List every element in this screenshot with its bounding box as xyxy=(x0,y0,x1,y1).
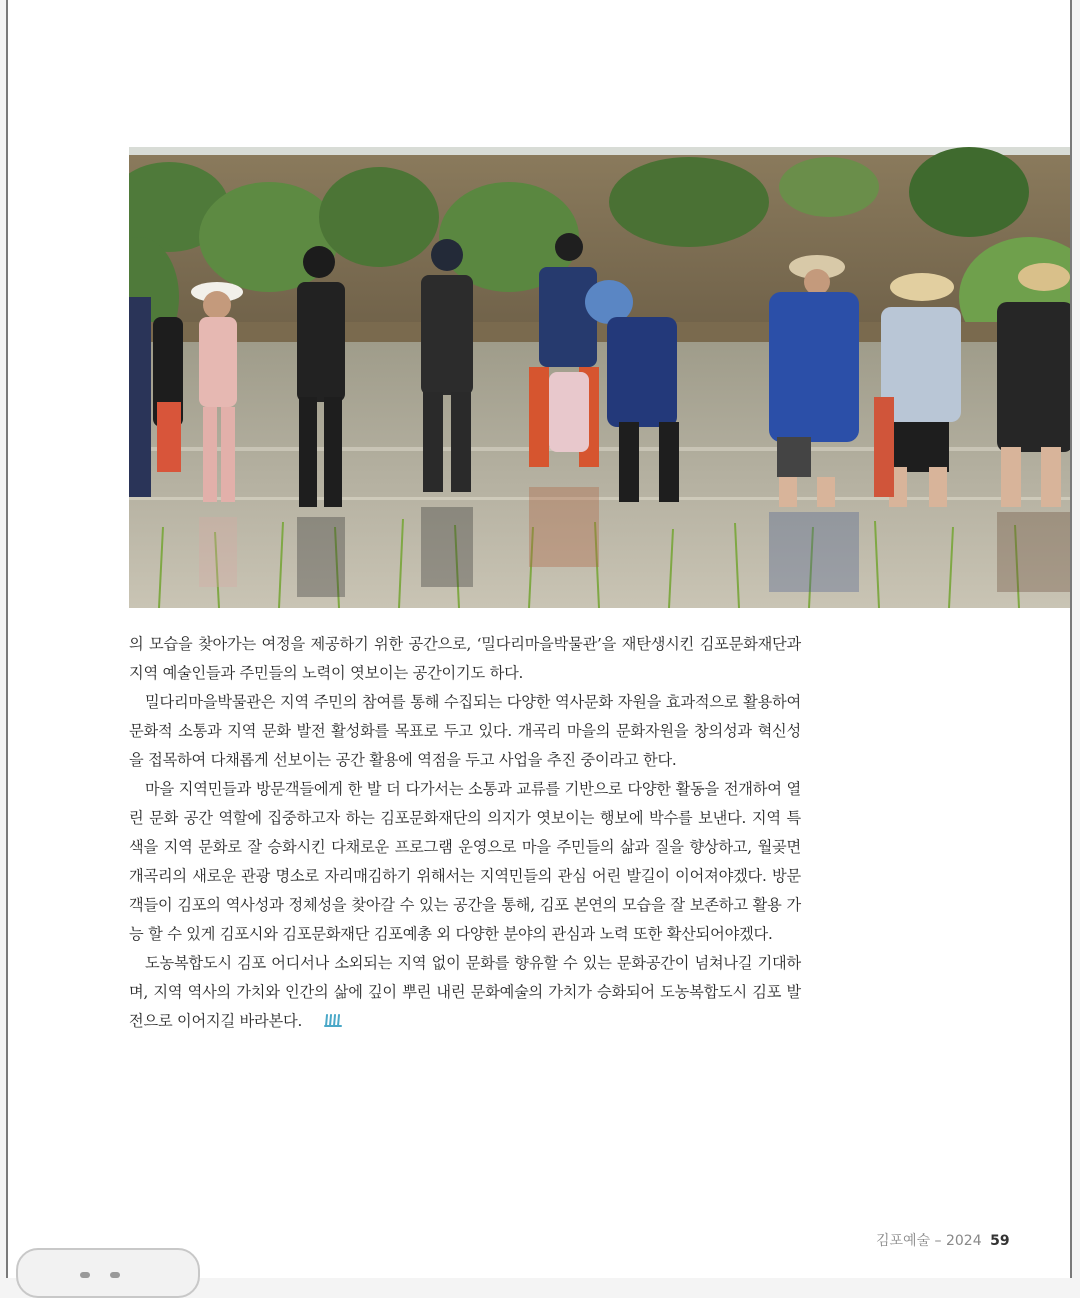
paragraph: 밀다리마을박물관은 지역 주민의 참여를 통해 수집되는 다양한 역사문화 자원을 효과적으로 활용하여 문화적 소통과 지역 문화 발전 활성화를 목표로 두고 있다. 개곡리 마을의 문화자원을 창의성과 혁신성을 접목하여 다채롭게 선보이는 공간 활용에 역점을 두고 사업을 추진 중이라고 한다. xyxy=(129,693,801,769)
paragraph-last xyxy=(129,949,801,1036)
magazine-page xyxy=(6,0,1072,1278)
magazine-end-mark-icon xyxy=(308,1009,326,1024)
nav-dot-icon xyxy=(80,1272,90,1278)
page-navigation-handle[interactable] xyxy=(16,1248,200,1298)
rice-planting-photo xyxy=(129,147,1072,608)
nav-dot-icon xyxy=(110,1272,120,1278)
page-footer xyxy=(876,1230,1010,1250)
paragraph-text: 도농복합도시 김포 어디서나 소외되는 지역 없이 문화를 향유할 수 있는 문화공간이 넘쳐나길 기대하며, 지역 역사의 가치와 인간의 삶에 깊이 뿌린 내린 문화예술의 가치가 승화되어 도농복합도시 김포 발전으로 이어지길 바라본다. xyxy=(129,954,801,1030)
paragraph: 의 모습을 찾아가는 여정을 제공하기 위한 공간으로, ‘밀다리마을박물관’을 재탄생시킨 김포문화재단과 지역 예술인들과 주민들의 노력이 엿보이는 공간이기도 하다. xyxy=(129,635,801,682)
publication-name: 김포예술 – 2024 xyxy=(876,1233,982,1249)
page-number: 59 xyxy=(990,1233,1010,1249)
paragraph: 마을 지역민들과 방문객들에게 한 발 더 다가서는 소통과 교류를 기반으로 다양한 활동을 전개하여 열린 문화 공간 역할에 집중하고자 하는 김포문화재단의 의지가 엿보이는 행보에 박수를 보낸다. 지역 특색을 지역 문화로 잘 승화시킨 다채로운 프로그램 운영으로 마을 주민들의 삶과 질을 향상하고, 월곶면 개곡리의 새로운 관광 명소로 자리매김하기 위해서는 지역민들의 관심 어린 발길이 이어져야겠다. 방문객들이 김포의 역사성과 정체성을 찾아갈 수 있는 공간을 통해, 김포 본연의 모습을 잘 보존하고 활용 가능 할 수 있게 김포시와 김포문화재단 김포예총 외 다양한 분야의 관심과 노력 또한 확산되어야겠다. xyxy=(129,780,801,943)
article-body xyxy=(129,630,801,1036)
